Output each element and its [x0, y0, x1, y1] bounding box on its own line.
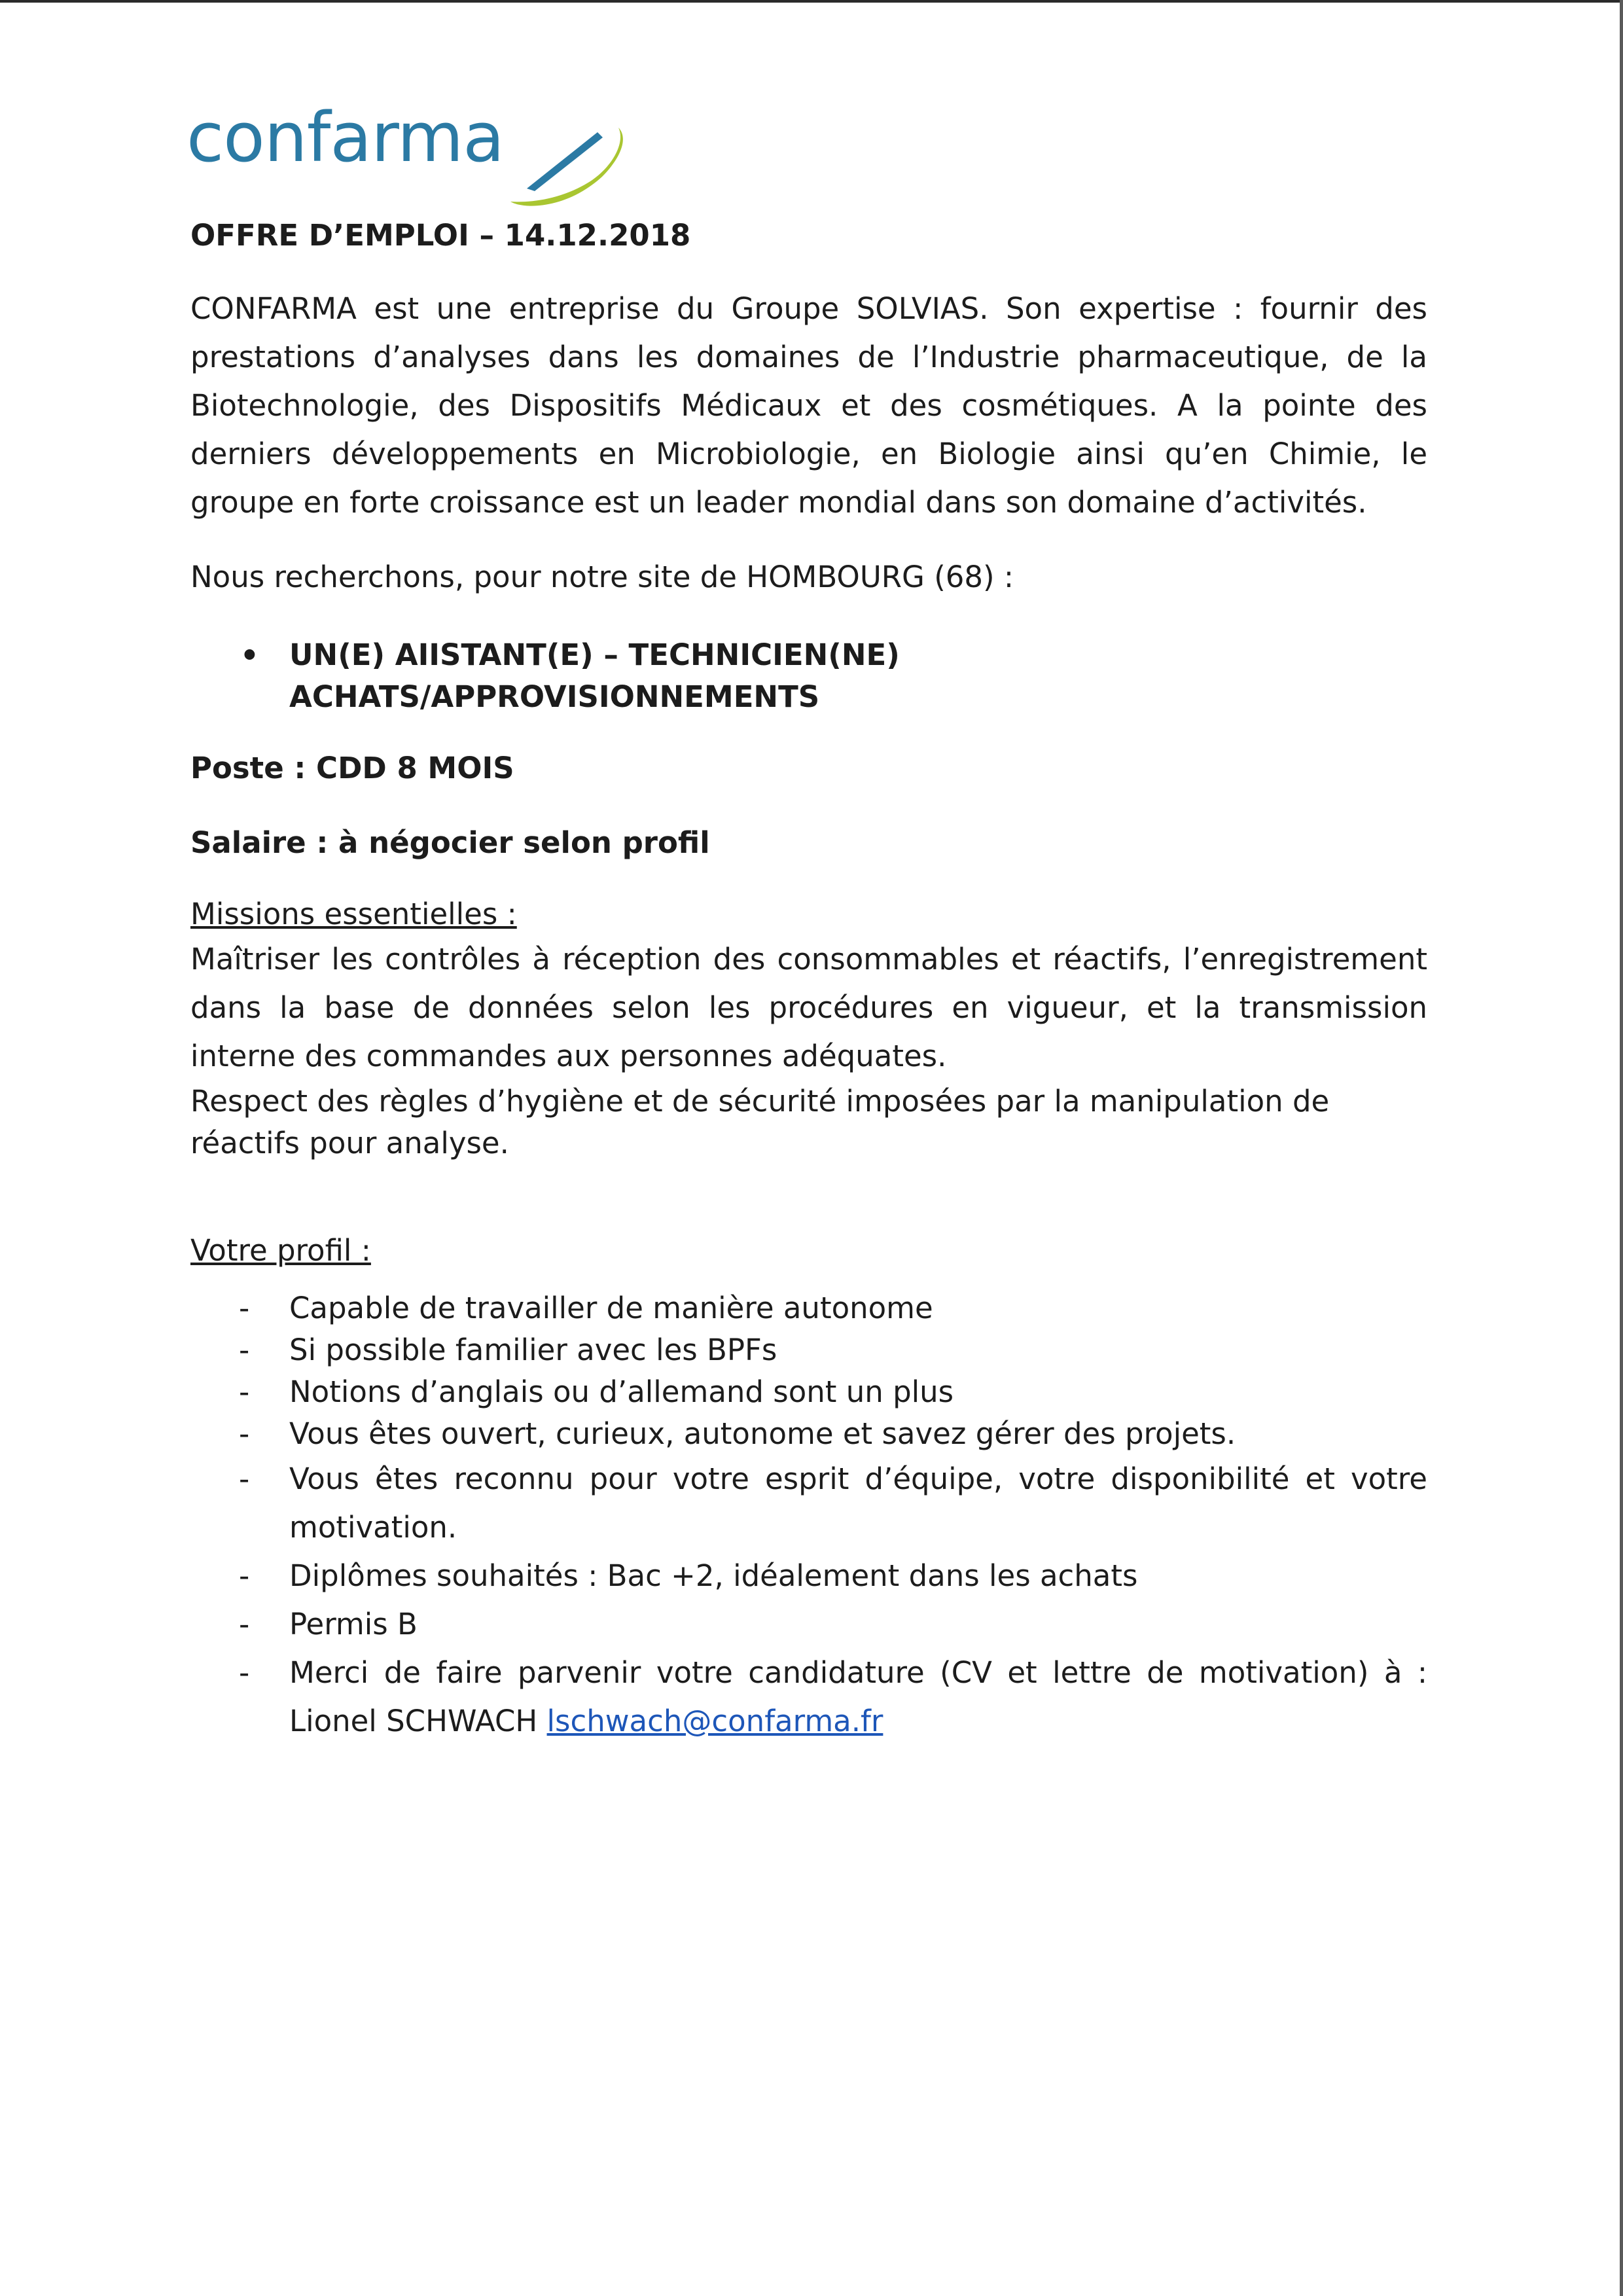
contract-type: Poste : CDD 8 MOIS [190, 751, 514, 785]
position-title [190, 632, 1427, 718]
profile-item-text: Capable de travailler de manière autonome [289, 1291, 933, 1325]
confarma-logo [187, 98, 632, 216]
profile-item-text: Si possible familier avec les BPFs [289, 1333, 777, 1367]
position-line-1: UN(E) AIISTANT(E) – TECHNICIEN(NE) [289, 637, 900, 672]
list-item [190, 1552, 1427, 1600]
list-item [190, 1287, 1427, 1329]
document-body [190, 213, 1427, 1746]
dash-marker: - [239, 1416, 250, 1451]
dash-marker: - [239, 1655, 250, 1690]
application-instruction: Merci de faire parvenir votre candidature (CV et lettre de motivation) à : Lionel SCHWACH [289, 1655, 1427, 1738]
dash-marker: - [239, 1462, 250, 1496]
missions-paragraph-1: Maîtriser les contrôles à réception des consommables et réactifs, l’enregistrement dans la base de données selon les procédures en vigueur, et la transmission interne des commandes aux personnes adéquates. [190, 942, 1427, 1073]
position-line-2: ACHATS/APPROVISIONNEMENTS [289, 679, 820, 714]
list-item [190, 1600, 1427, 1649]
profile-item-text: Notions d’anglais ou d’allemand sont un plus [289, 1374, 954, 1409]
dash-marker: - [239, 1374, 250, 1409]
dash-marker: - [239, 1607, 250, 1641]
profile-item-text: Permis B [289, 1607, 418, 1641]
missions-heading: Missions essentielles : [190, 897, 517, 931]
offer-title: OFFRE D’EMPLOI – 14.12.2018 [190, 218, 691, 253]
position-text [289, 632, 900, 718]
list-item [190, 1413, 1427, 1455]
profile-heading: Votre profil : [190, 1233, 371, 1268]
profile-item-text: Diplômes souhaités : Bac +2, idéalement dans les achats [289, 1558, 1138, 1593]
salary-line: Salaire : à négocier selon profil [190, 825, 710, 860]
profile-item-text: Vous êtes ouvert, curieux, autonome et savez gérer des projets. [289, 1416, 1236, 1451]
logo-swoosh-icon [488, 111, 632, 216]
company-intro: CONFARMA est une entreprise du Groupe SOLVIAS. Son expertise : fournir des prestations d’analyses dans les domaines de l’Industrie pharmaceutique, de la Biotechnologie, des Dispositifs Médicaux et des cosmétiques. A la pointe des derniers développements en Microbiologie, en Biologie ainsi qu’en Chimie, le groupe en forte croissance est un leader mondial dans son domaine d’activités. [190, 291, 1427, 520]
dash-marker: - [239, 1558, 250, 1593]
missions-paragraph-2: Respect des règles d’hygiène et de sécurité imposées par la manipulation de réactifs pour analyse. [190, 1084, 1330, 1160]
profile-list [190, 1287, 1427, 1746]
profile-item-text [289, 1649, 1427, 1746]
list-item [190, 1649, 1427, 1746]
contact-email-link[interactable]: lschwach@confarma.fr [546, 1704, 883, 1738]
list-item [190, 1371, 1427, 1413]
scan-top-edge [0, 0, 1623, 3]
list-item [190, 1329, 1427, 1371]
profile-item-text: Vous êtes reconnu pour votre esprit d’équipe, votre disponibilité et votre motivation. [289, 1462, 1427, 1545]
search-statement: Nous recherchons, pour notre site de HOMBOURG (68) : [190, 560, 1014, 594]
list-item [190, 1455, 1427, 1552]
dash-marker: - [239, 1291, 250, 1325]
logo-wordmark: confarma [187, 98, 505, 177]
dash-marker: - [239, 1333, 250, 1367]
scan-right-edge [1620, 0, 1623, 2296]
bullet-icon: • [240, 638, 259, 673]
